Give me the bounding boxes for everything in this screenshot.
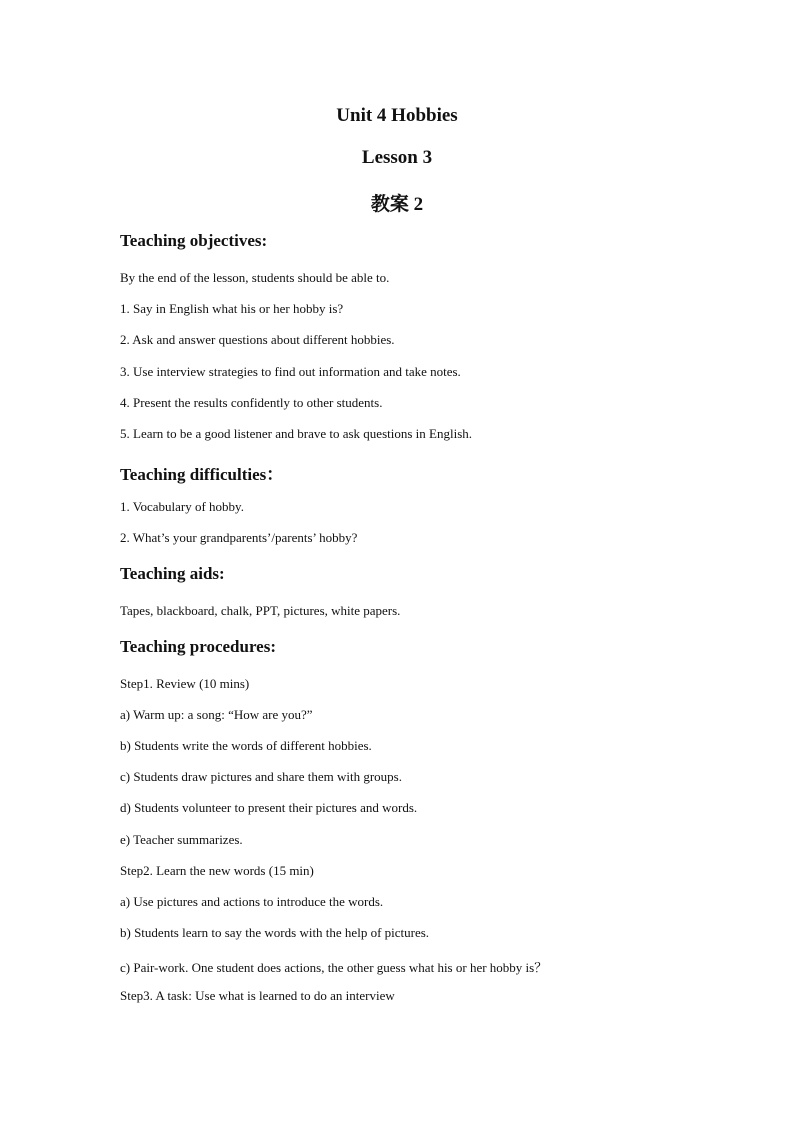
objective-item: 2. Ask and answer questions about different hobbies. [120,332,395,347]
procedure-line: c) Pair-work. One student does actions, the other guess what his or her hobby is？ [120,960,548,975]
objective-item: 4. Present the results confidently to other students. [120,395,383,410]
procedure-line: Step1. Review (10 mins) [120,676,250,691]
procedure-line: d) Students volunteer to present their pictures and words. [120,800,418,815]
procedures-heading: Teaching procedures: [120,637,277,656]
aids-text: Tapes, blackboard, chalk, PPT, pictures, white papers. [120,603,401,618]
procedure-line: Step3. A task: Use what is learned to do an interview [120,988,395,1003]
procedure-line: e) Teacher summarizes. [120,832,243,847]
difficulty-item: 2. What’s your grandparents’/parents’ hobby? [120,530,358,545]
procedure-line: Step2. Learn the new words (15 min) [120,863,314,878]
procedure-line: b) Students write the words of different hobbies. [120,738,372,753]
plan-title: 教案 2 [370,194,424,215]
difficulty-item: 1. Vocabulary of hobby. [120,499,244,514]
difficulties-heading: Teaching difficulties： [120,465,284,484]
aids-heading: Teaching aids: [120,564,225,583]
unit-title: Unit 4 Hobbies [336,105,458,126]
objective-item: 1. Say in English what his or her hobby is? [120,301,344,316]
procedure-line: a) Use pictures and actions to introduce the words. [120,894,384,909]
objective-item: 3. Use interview strategies to find out information and take notes. [120,364,461,379]
procedure-line: c) Students draw pictures and share them with groups. [120,769,402,784]
lesson-title: Lesson 3 [361,147,433,168]
objectives-intro: By the end of the lesson, students should be able to. [120,270,390,285]
objectives-heading: Teaching objectives: [120,231,268,250]
procedure-line: a) Warm up: a song: “How are you?” [120,707,313,722]
objective-item: 5. Learn to be a good listener and brave to ask questions in English. [120,426,473,441]
procedure-line: b) Students learn to say the words with the help of pictures. [120,925,430,940]
